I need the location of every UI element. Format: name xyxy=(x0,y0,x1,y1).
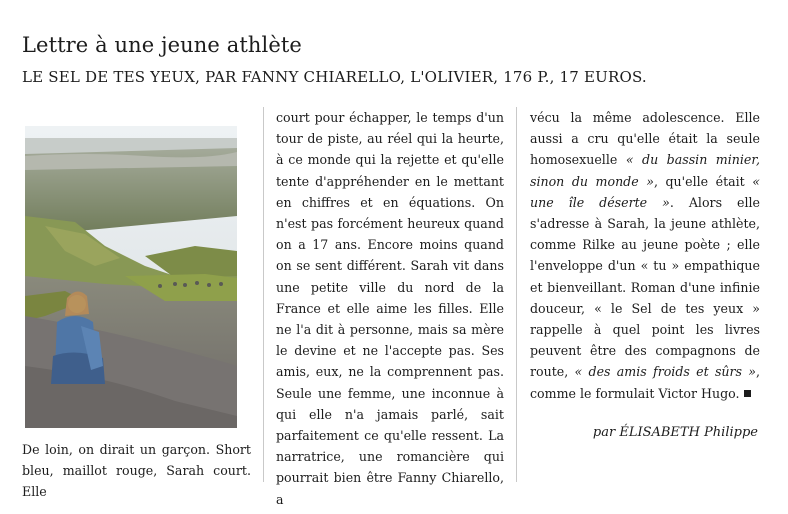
article-title: Lettre à une jeune athlète xyxy=(22,33,302,57)
quote-text: « du bassin minier, sinon du monde » xyxy=(530,152,760,189)
body-text-segment: , qu'elle était xyxy=(653,173,753,189)
column-2 xyxy=(276,107,504,510)
body-text-segment: , comme le formulait Victor Hugo. xyxy=(530,364,761,401)
column-3 xyxy=(530,107,760,443)
article-subtitle: LE SEL DE TES YEUX, PAR FANNY CHIARELLO, L'OLIVIER, 176 P., 17 EUROS. xyxy=(22,68,647,86)
article-photo xyxy=(25,126,237,428)
quote-text: « des amis froids et sûrs » xyxy=(574,364,756,380)
body-text-segment: . Alors elle s'adresse à Sarah, la jeune athlète, comme Rilke au jeune poète ; elle l'enveloppe d'un « tu » empathique et bienveillant. Roman d'une infinie douceur, « le Sel de tes yeux » rappelle à quel point les livres peuvent être des compagnons de route, xyxy=(530,194,760,380)
body-text-column-3 xyxy=(530,107,760,404)
body-text-segment: vécu la même adolescence. Elle aussi a cru qu'elle était la seule homosexuelle xyxy=(530,110,760,168)
column-1 xyxy=(22,126,251,503)
end-of-article-square-icon xyxy=(744,390,751,397)
photo-caption: De loin, on dirait un garçon. Short bleu, maillot rouge, Sarah court. Elle xyxy=(22,442,251,500)
column-divider xyxy=(263,107,264,482)
quote-text: « une île déserte » xyxy=(530,173,760,210)
byline: par ÉLISABETH Philippe xyxy=(592,424,758,440)
body-text-column-2: court pour échapper, le temps d'un tour de piste, au réel qui la heurte, à ce monde qui la rejette et qu'elle tente d'appréhender en le mettant en chiffres et en équations. On n'est pas forcément heureux quand on a 17 ans. Encore moins quand on se sent différent. Sarah vit dans une petite ville du nord de la France et elle aime les filles. Elle ne l'a dit à personne, mais sa mère le devine et ne l'accepte pas. Ses amis, eux, ne la comprennent pas. Seule une femme, une inconnue à qui elle n'a jamais parlé, sait parfaitement ce qu'elle ressent. La narratrice, une romancière qui pourrait bien être Fanny Chiarello, a xyxy=(276,110,504,507)
column-divider xyxy=(516,107,517,482)
